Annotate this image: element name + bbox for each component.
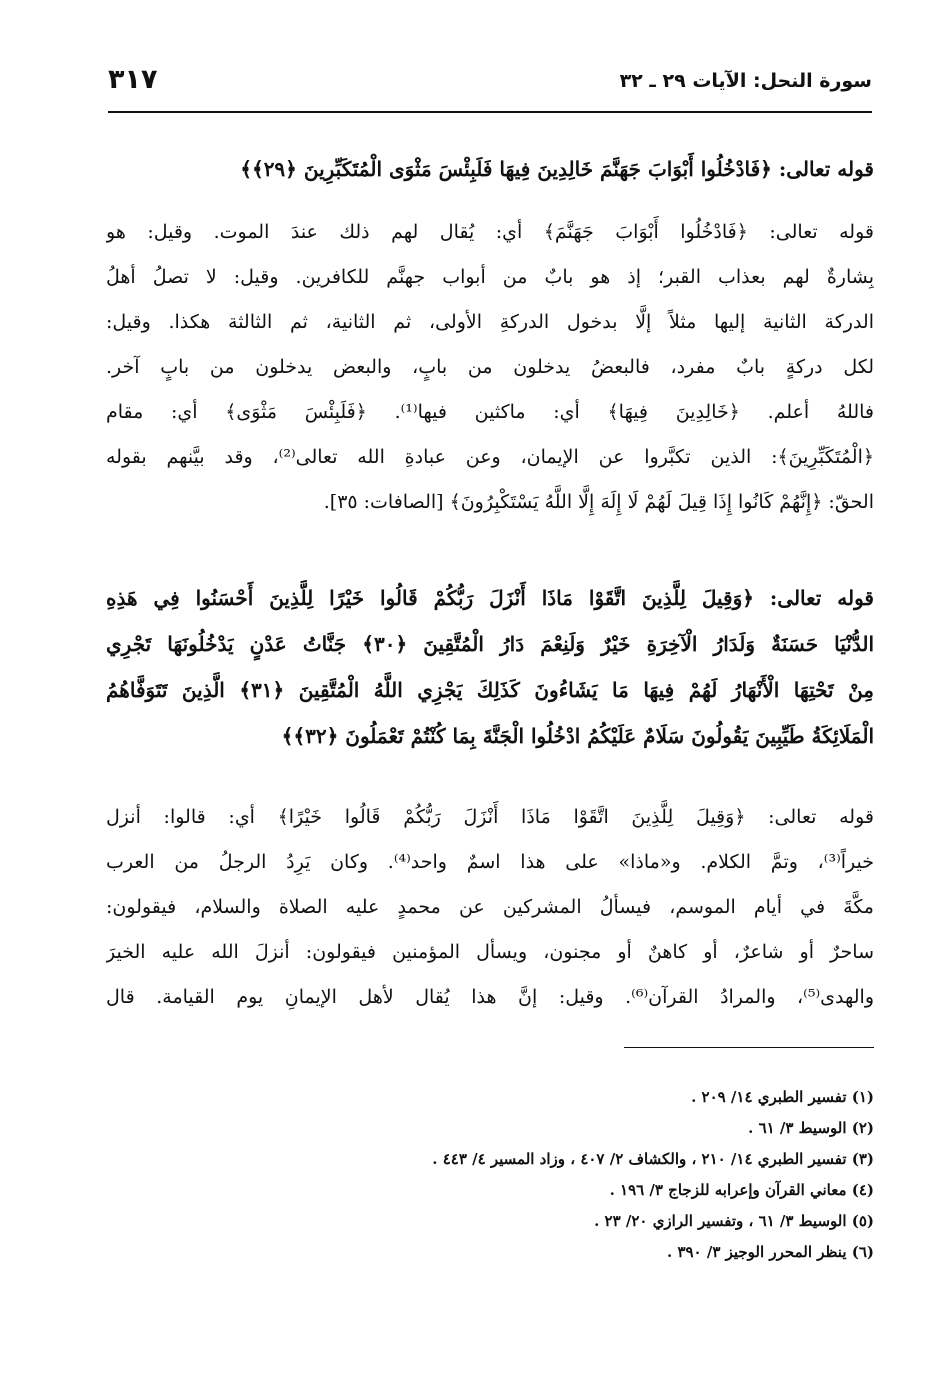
commentary-line: والهدى⁽⁵⁾، والمرادُ القرآن⁽⁶⁾. وقيل: إنَّ هذا يُقال لأهل الإيمانِ يوم القيامة. قال <box>106 986 874 1008</box>
commentary-line: الحقّ: ﴿إِنَّهُمْ كَانُوا إِذَا قِيلَ لَهُمْ لَا إِلَهَ إِلَّا اللَّهُ يَسْتَكْبِرُونَ﴾ [الصافات: ٣٥]. <box>323 491 874 513</box>
footnotes <box>114 1082 874 1268</box>
running-title: سورة النحل: الآيات ٢٩ ـ ٣٢ <box>619 70 872 92</box>
footnote-item: (٦) ينظر المحرر الوجيز ٣/ ٣٩٠ . <box>666 1243 874 1261</box>
commentary-line: لكل دركةٍ بابٌ مفرد، فالبعضُ يدخلون من بابٍ، والبعض يدخلون من بابٍ آخر. <box>106 356 874 378</box>
footnote-item: (٢) الوسيط ٣/ ٦١ . <box>748 1119 874 1137</box>
verse-line: الدُّنْيَا حَسَنَةٌ وَلَدَارُ الْآخِرَةِ خَيْرٌ وَلَنِعْمَ دَارُ الْمُتَّقِينَ ﴿٣٠﴾ جَنَّاتُ عَدْنٍ يَدْخُلُونَهَا تَجْرِي <box>106 632 874 656</box>
commentary-line: فاللهُ أعلم. ﴿خَالِدِينَ فِيهَا﴾ أي: ماكثين فيها⁽¹⁾. ﴿فَلَبِئْسَ مَثْوَى﴾ أي: مقام <box>106 401 874 423</box>
page-number: ٣١٧ <box>108 64 158 95</box>
footnote-item: (٤) معاني القرآن وإعرابه للزجاج ٣/ ١٩٦ . <box>609 1181 874 1199</box>
verse-line: الْمَلَائِكَةُ طَيِّبِينَ يَقُولُونَ سَلَامٌ عَلَيْكُمُ ادْخُلُوا الْجَنَّةَ بِمَا كُنْتُمْ تَعْمَلُونَ ﴿٣٢﴾﴾ <box>281 724 874 748</box>
footnote-item: (٣) تفسير الطبري ١٤/ ٢١٠ ، والكشاف ٢/ ٤٠٧ ، وزاد المسير ٤/ ٤٤٣ . <box>432 1150 874 1168</box>
commentary-block-2 <box>106 795 874 1020</box>
footnote-item: (٥) الوسيط ٣/ ٦١ ، وتفسير الرازي ٢٠/ ٢٣ . <box>594 1212 874 1230</box>
commentary-line: الدركة الثانية إليها مثلاً إلَّا بدخول الدركةِ الأولى، ثم الثانية، ثم الثالثة هكذا. وقيل: <box>106 311 874 333</box>
commentary-line: قوله تعالى: ﴿فَادْخُلُوا أَبْوَابَ جَهَنَّمَ﴾ أي: يُقال لهم ذلك عندَ الموت. وقيل: هو <box>106 221 874 243</box>
commentary-line: ﴿الْمُتَكَبِّرِينَ﴾: الذين تكبَّروا عن الإيمان، وعن عبادةِ الله تعالى⁽²⁾، وقد بيَّنهم بقوله <box>106 446 874 468</box>
page-header <box>108 64 872 104</box>
verse-line: قوله تعالى: ﴿فَادْخُلُوا أَبْوَابَ جَهَنَّمَ خَالِدِينَ فِيهَا فَلَبِئْسَ مَثْوَى الْمُتَكَبِّرِينَ ﴿٢٩﴾﴾ <box>240 157 874 181</box>
commentary-block-1 <box>106 210 874 525</box>
header-divider <box>108 111 872 113</box>
verse-block-29 <box>106 146 874 192</box>
footnote-item: (١) تفسير الطبري ١٤/ ٢٠٩ . <box>691 1088 874 1106</box>
footnote-divider <box>624 1047 874 1048</box>
verse-block-30-32 <box>106 575 874 759</box>
verse-line: مِنْ تَحْتِهَا الْأَنْهَارُ لَهُمْ فِيهَا مَا يَشَاءُونَ كَذَلِكَ يَجْزِي اللَّهُ الْمُتَّقِينَ ﴿٣١﴾ الَّذِينَ تَتَوَفَّاهُمُ <box>106 678 874 702</box>
verse-line: قوله تعالى: ﴿وَقِيلَ لِلَّذِينَ اتَّقَوْا مَاذَا أَنْزَلَ رَبُّكُمْ قَالُوا خَيْرًا لِلَّذِينَ أَحْسَنُوا فِي هَذِهِ <box>106 586 874 610</box>
commentary-line: ساحرٌ أو شاعرٌ، أو كاهنٌ أو مجنون، ويسأل المؤمنين فيقولون: أنزلَ الله عليه الخيرَ <box>106 941 874 963</box>
commentary-line: خيراً⁽³⁾، وتمَّ الكلام. و«ماذا» على هذا اسمٌ واحد⁽⁴⁾. وكان يَرِدُ الرجلُ من العرب <box>106 851 874 873</box>
commentary-line: قوله تعالى: ﴿وَقِيلَ لِلَّذِينَ اتَّقَوْا مَاذَا أَنْزَلَ رَبُّكُمْ قَالُوا خَيْرًا﴾ أي: قالوا: أنزل <box>106 806 874 828</box>
commentary-line: بِشارةٌ لهم بعذاب القبر؛ إذ هو بابٌ من أبواب جهنَّم للكافرين. وقيل: لا تصلُ أهلُ <box>106 266 874 288</box>
commentary-line: مكَّةَ في أيام الموسم، فيسألُ المشركين عن محمدٍ عليه الصلاة والسلام، فيقولون: <box>106 896 874 918</box>
